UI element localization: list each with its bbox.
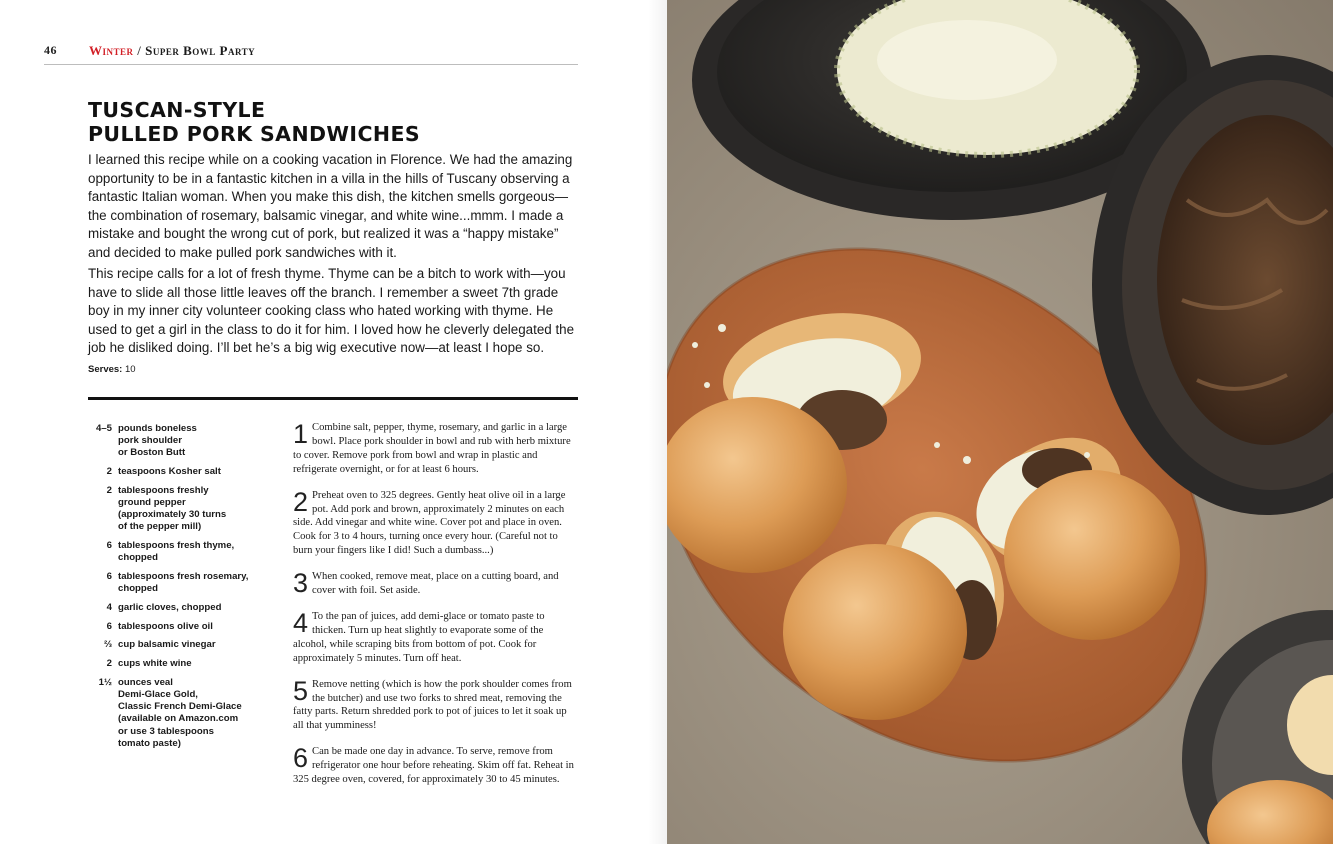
ingredient-text: cups white wine: [118, 658, 192, 670]
serves-label: Serves:: [88, 363, 123, 375]
subsection-name: Super Bowl Party: [145, 43, 256, 58]
ingredient-text: ounces veal Demi-Glace Gold, Classic French Demi-Glace (available on Amazon.com or use 3 tablespoons tomato paste): [118, 676, 242, 749]
step-number: 4: [293, 607, 309, 638]
ingredient-quantity: ⅔: [103, 639, 112, 651]
ingredient-text: tablespoons fresh thyme, chopped: [118, 540, 235, 564]
ingredient-item: [88, 540, 258, 564]
ingredient-item: [88, 466, 258, 478]
method-step: [293, 607, 579, 666]
step-text: When cooked, remove meat, place on a cutting board, and cover with foil. Set aside.: [312, 571, 559, 597]
ingredient-item: [88, 423, 258, 460]
step-text: To the pan of juices, add demi-glace or tomato paste to thicken. Turn up heat slightly to evaporate some of the alcohol, while scraping bits from bottom of pot. Cook for approximately 5 minutes. Turn off heat.: [293, 610, 545, 664]
food-photo-illustration: [667, 0, 1333, 844]
ingredient-quantity: 2: [106, 658, 112, 670]
ingredient-text: tablespoons fresh rosemary, chopped: [118, 571, 249, 595]
page-gutter: [648, 0, 667, 844]
method-steps: [293, 421, 579, 799]
serves-value: 10: [124, 363, 136, 375]
ingredient-quantity: 6: [106, 540, 112, 552]
ingredient-item: [88, 677, 258, 750]
intro-paragraph: I learned this recipe while on a cooking vacation in Florence. We had the amazing opportunity to be in a fantastic kitchen in a villa in the hills of Tuscany observing a fantastic Italian woman. When you make this dish, the kitchen smells gorgeous—the combination of rosemary, balsamic vinegar, and white wine...mmm. I made a mistake and bought the wrong cut of pork, but realized it was a “happy mistake” and decided to make pulled pork sandwiches with it.: [88, 152, 573, 260]
ingredient-quantity: 4–5: [95, 423, 112, 434]
ingredient-list: [88, 423, 258, 756]
page-number: 46: [44, 43, 57, 57]
step-number: 1: [293, 419, 309, 449]
method-step: [293, 675, 579, 734]
recipe-title: [88, 98, 568, 146]
method-step: [293, 745, 579, 787]
section-name: Winter: [89, 43, 134, 58]
method-step: [293, 421, 579, 477]
section-divider: [88, 397, 578, 400]
ingredient-item: [88, 639, 258, 651]
ingredient-item: [88, 602, 258, 614]
food-photo: [667, 0, 1333, 844]
breadcrumb: [89, 43, 255, 59]
ingredient-item: [88, 658, 258, 670]
ingredient-item: [88, 621, 258, 633]
ingredient-quantity: 2: [106, 466, 112, 478]
step-text: Can be made one day in advance. To serve, remove from refrigerator one hour before reheating. Skim off fat. Reheat in 325 degree oven, covered, for approximately 30 to 45 minutes.: [293, 746, 574, 786]
step-number: 5: [293, 675, 309, 706]
recipe-title-line2: PULLED PORK SANDWICHES: [88, 122, 421, 146]
ingredient-item: [88, 571, 258, 595]
recipe-intro: [88, 151, 580, 379]
ingredient-text: tablespoons olive oil: [118, 620, 213, 632]
ingredient-text: teaspoons Kosher salt: [118, 466, 221, 478]
ingredient-quantity: 1½: [98, 676, 112, 688]
step-text: Preheat oven to 325 degrees. Gently heat olive oil in a large pot. Add pork and brown, approximately 2 minutes on each side. Add vinegar and white wine. Cover pot and place in oven. Cook for 3 to 4 hours, turning once every hour. (Careful not to burn your fingers like I did! Such a dumbass...): [293, 489, 566, 557]
ingredient-text: garlic cloves, chopped: [118, 601, 222, 613]
running-header: [44, 42, 578, 65]
step-number: 6: [293, 743, 309, 774]
ingredient-quantity: 6: [106, 571, 112, 583]
step-text: Remove netting (which is how the pork shoulder comes from the butcher) and use two forks to shred meat, removing the fatty parts. Return shredded pork to pot of juices to let it soak up all that yumminess!: [293, 678, 572, 732]
method-step: [293, 570, 579, 598]
ingredient-quantity: 6: [106, 620, 112, 632]
ingredient-quantity: 2: [106, 484, 112, 496]
method-step: [293, 486, 579, 559]
ingredient-text: cup balsamic vinegar: [118, 639, 216, 651]
breadcrumb-separator: /: [133, 43, 146, 58]
ingredient-quantity: 4: [106, 601, 112, 613]
recipe-title-line1: TUSCAN-STYLE: [88, 98, 266, 122]
ingredient-text: pounds boneless pork shoulder or Boston Butt: [118, 423, 197, 459]
serves-line: [88, 361, 580, 380]
step-text: Combine salt, pepper, thyme, rosemary, and garlic in a large bowl. Place pork shoulder in bowl and rub with herb mixture to cover. Remove pork from bowl and wrap in plastic and refrigerate overnight, or for at least 6 hours.: [293, 422, 571, 475]
bun-bowl: [1182, 610, 1333, 844]
ingredient-item: [88, 485, 258, 534]
step-number: 2: [293, 486, 309, 517]
intro-paragraph: This recipe calls for a lot of fresh thyme. Thyme can be a bitch to work with—you have to slide all those little leaves off the branch. I remember a sweet 7th grade boy in my inner city volunteer cooking class who hated working with thyme. He used to get a girl in the class to do it for him. I loved how he cleverly delegated the job he disliked doing. I’ll bet he’s a big wig executive now—at least I hope so.: [88, 266, 575, 355]
step-number: 3: [293, 568, 309, 599]
ingredient-text: tablespoons freshly ground pepper (approximately 30 turns of the pepper mill): [118, 484, 227, 533]
